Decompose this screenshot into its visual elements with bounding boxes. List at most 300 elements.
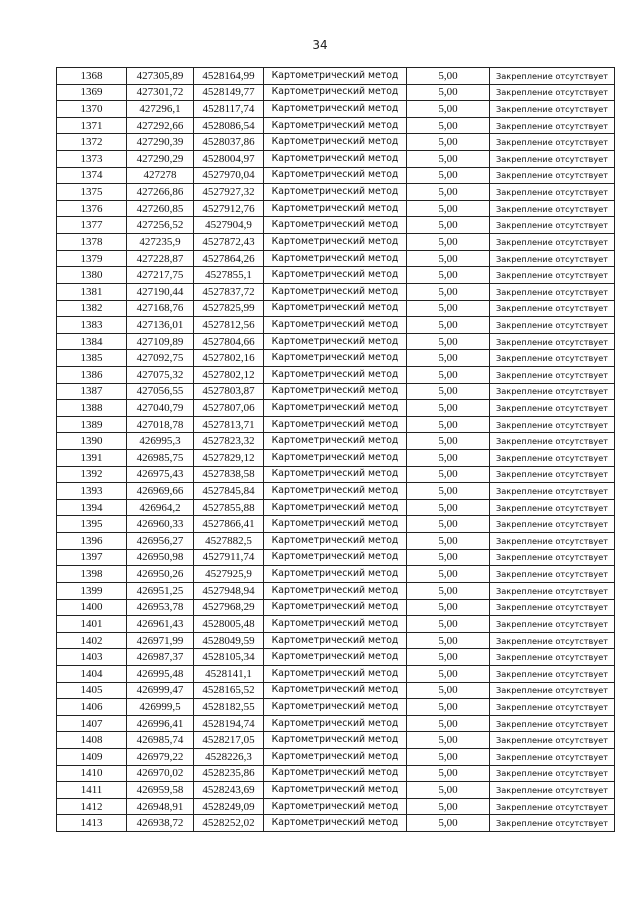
table-row <box>57 200 615 217</box>
y-coordinate-cell: 4527882,5 <box>194 533 264 550</box>
error-cell: 5,00 <box>407 599 490 616</box>
fixing-cell: Закрепление отсутствует <box>490 782 615 799</box>
x-coordinate-cell: 426985,74 <box>127 732 194 749</box>
table-row <box>57 466 615 483</box>
x-coordinate-cell: 427056,55 <box>127 383 194 400</box>
x-coordinate-cell: 427292,66 <box>127 117 194 134</box>
table-row <box>57 483 615 500</box>
y-coordinate-cell: 4527804,66 <box>194 333 264 350</box>
error-cell: 5,00 <box>407 283 490 300</box>
error-cell: 5,00 <box>407 200 490 217</box>
x-coordinate-cell: 426999,47 <box>127 682 194 699</box>
error-cell: 5,00 <box>407 748 490 765</box>
error-cell: 5,00 <box>407 300 490 317</box>
method-cell: Картометрический метод <box>264 699 407 716</box>
method-cell: Картометрический метод <box>264 68 407 85</box>
error-cell: 5,00 <box>407 466 490 483</box>
table-row <box>57 333 615 350</box>
x-coordinate-cell: 427228,87 <box>127 250 194 267</box>
x-coordinate-cell: 427040,79 <box>127 400 194 417</box>
y-coordinate-cell: 4527872,43 <box>194 234 264 251</box>
fixing-cell: Закрепление отсутствует <box>490 616 615 633</box>
x-coordinate-cell: 426975,43 <box>127 466 194 483</box>
y-coordinate-cell: 4528049,59 <box>194 632 264 649</box>
error-cell: 5,00 <box>407 117 490 134</box>
table-row <box>57 366 615 383</box>
fixing-cell: Закрепление отсутствует <box>490 366 615 383</box>
point-number-cell: 1400 <box>57 599 127 616</box>
y-coordinate-cell: 4527948,94 <box>194 582 264 599</box>
method-cell: Картометрический метод <box>264 416 407 433</box>
x-coordinate-cell: 426979,22 <box>127 748 194 765</box>
point-number-cell: 1391 <box>57 450 127 467</box>
error-cell: 5,00 <box>407 649 490 666</box>
y-coordinate-cell: 4527855,1 <box>194 267 264 284</box>
y-coordinate-cell: 4527812,56 <box>194 317 264 334</box>
point-number-cell: 1383 <box>57 317 127 334</box>
method-cell: Картометрический метод <box>264 300 407 317</box>
table-row <box>57 400 615 417</box>
fixing-cell: Закрепление отсутствует <box>490 151 615 168</box>
method-cell: Картометрический метод <box>264 84 407 101</box>
table-row <box>57 234 615 251</box>
method-cell: Картометрический метод <box>264 616 407 633</box>
x-coordinate-cell: 427092,75 <box>127 350 194 367</box>
y-coordinate-cell: 4527829,12 <box>194 450 264 467</box>
error-cell: 5,00 <box>407 84 490 101</box>
fixing-cell: Закрепление отсутствует <box>490 68 615 85</box>
method-cell: Картометрический метод <box>264 134 407 151</box>
table-row <box>57 549 615 566</box>
method-cell: Картометрический метод <box>264 200 407 217</box>
x-coordinate-cell: 427278 <box>127 167 194 184</box>
point-number-cell: 1389 <box>57 416 127 433</box>
error-cell: 5,00 <box>407 582 490 599</box>
y-coordinate-cell: 4527927,32 <box>194 184 264 201</box>
table-row <box>57 516 615 533</box>
error-cell: 5,00 <box>407 333 490 350</box>
point-number-cell: 1399 <box>57 582 127 599</box>
error-cell: 5,00 <box>407 665 490 682</box>
fixing-cell: Закрепление отсутствует <box>490 283 615 300</box>
point-number-cell: 1371 <box>57 117 127 134</box>
x-coordinate-cell: 426995,3 <box>127 433 194 450</box>
table-row <box>57 383 615 400</box>
point-number-cell: 1387 <box>57 383 127 400</box>
coordinates-table-body <box>57 68 615 832</box>
y-coordinate-cell: 4528235,86 <box>194 765 264 782</box>
y-coordinate-cell: 4528252,02 <box>194 815 264 832</box>
error-cell: 5,00 <box>407 267 490 284</box>
table-row <box>57 699 615 716</box>
table-row <box>57 582 615 599</box>
table-row <box>57 283 615 300</box>
page-number: 34 <box>312 38 328 52</box>
table-row <box>57 765 615 782</box>
y-coordinate-cell: 4528182,55 <box>194 699 264 716</box>
fixing-cell: Закрепление отсутствует <box>490 665 615 682</box>
method-cell: Картометрический метод <box>264 217 407 234</box>
error-cell: 5,00 <box>407 217 490 234</box>
point-number-cell: 1390 <box>57 433 127 450</box>
table-row <box>57 151 615 168</box>
error-cell: 5,00 <box>407 167 490 184</box>
y-coordinate-cell: 4528243,69 <box>194 782 264 799</box>
point-number-cell: 1377 <box>57 217 127 234</box>
table-row <box>57 117 615 134</box>
method-cell: Картометрический метод <box>264 748 407 765</box>
x-coordinate-cell: 426956,27 <box>127 533 194 550</box>
y-coordinate-cell: 4527866,41 <box>194 516 264 533</box>
table-row <box>57 616 615 633</box>
fixing-cell: Закрепление отсутствует <box>490 599 615 616</box>
x-coordinate-cell: 427075,32 <box>127 366 194 383</box>
x-coordinate-cell: 427190,44 <box>127 283 194 300</box>
x-coordinate-cell: 426995,48 <box>127 665 194 682</box>
x-coordinate-cell: 427305,89 <box>127 68 194 85</box>
y-coordinate-cell: 4528005,48 <box>194 616 264 633</box>
y-coordinate-cell: 4527807,06 <box>194 400 264 417</box>
x-coordinate-cell: 426999,5 <box>127 699 194 716</box>
table-row <box>57 250 615 267</box>
fixing-cell: Закрепление отсутствует <box>490 533 615 550</box>
y-coordinate-cell: 4527825,99 <box>194 300 264 317</box>
table-row <box>57 665 615 682</box>
error-cell: 5,00 <box>407 383 490 400</box>
error-cell: 5,00 <box>407 400 490 417</box>
table-row <box>57 184 615 201</box>
x-coordinate-cell: 426961,43 <box>127 616 194 633</box>
error-cell: 5,00 <box>407 134 490 151</box>
error-cell: 5,00 <box>407 151 490 168</box>
table-row <box>57 68 615 85</box>
fixing-cell: Закрепление отсутствует <box>490 300 615 317</box>
table-row <box>57 499 615 516</box>
y-coordinate-cell: 4527813,71 <box>194 416 264 433</box>
y-coordinate-cell: 4527864,26 <box>194 250 264 267</box>
x-coordinate-cell: 427018,78 <box>127 416 194 433</box>
method-cell: Картометрический метод <box>264 433 407 450</box>
point-number-cell: 1384 <box>57 333 127 350</box>
y-coordinate-cell: 4528117,74 <box>194 101 264 118</box>
error-cell: 5,00 <box>407 616 490 633</box>
y-coordinate-cell: 4527838,58 <box>194 466 264 483</box>
table-row <box>57 632 615 649</box>
fixing-cell: Закрепление отсутствует <box>490 200 615 217</box>
method-cell: Картометрический метод <box>264 450 407 467</box>
fixing-cell: Закрепление отсутствует <box>490 483 615 500</box>
method-cell: Картометрический метод <box>264 599 407 616</box>
point-number-cell: 1409 <box>57 748 127 765</box>
x-coordinate-cell: 426970,02 <box>127 765 194 782</box>
error-cell: 5,00 <box>407 566 490 583</box>
point-number-cell: 1396 <box>57 533 127 550</box>
method-cell: Картометрический метод <box>264 350 407 367</box>
point-number-cell: 1405 <box>57 682 127 699</box>
method-cell: Картометрический метод <box>264 117 407 134</box>
fixing-cell: Закрепление отсутствует <box>490 715 615 732</box>
y-coordinate-cell: 4528037,86 <box>194 134 264 151</box>
fixing-cell: Закрепление отсутствует <box>490 184 615 201</box>
y-coordinate-cell: 4527802,16 <box>194 350 264 367</box>
y-coordinate-cell: 4527968,29 <box>194 599 264 616</box>
point-number-cell: 1404 <box>57 665 127 682</box>
x-coordinate-cell: 426987,37 <box>127 649 194 666</box>
table-row <box>57 599 615 616</box>
error-cell: 5,00 <box>407 798 490 815</box>
x-coordinate-cell: 426948,91 <box>127 798 194 815</box>
fixing-cell: Закрепление отсутствует <box>490 699 615 716</box>
method-cell: Картометрический метод <box>264 483 407 500</box>
error-cell: 5,00 <box>407 516 490 533</box>
error-cell: 5,00 <box>407 499 490 516</box>
error-cell: 5,00 <box>407 549 490 566</box>
x-coordinate-cell: 426953,78 <box>127 599 194 616</box>
y-coordinate-cell: 4528249,09 <box>194 798 264 815</box>
y-coordinate-cell: 4528149,77 <box>194 84 264 101</box>
x-coordinate-cell: 427109,89 <box>127 333 194 350</box>
method-cell: Картометрический метод <box>264 366 407 383</box>
method-cell: Картометрический метод <box>264 333 407 350</box>
point-number-cell: 1397 <box>57 549 127 566</box>
fixing-cell: Закрепление отсутствует <box>490 632 615 649</box>
table-row <box>57 134 615 151</box>
y-coordinate-cell: 4528165,52 <box>194 682 264 699</box>
fixing-cell: Закрепление отсутствует <box>490 450 615 467</box>
point-number-cell: 1375 <box>57 184 127 201</box>
method-cell: Картометрический метод <box>264 184 407 201</box>
error-cell: 5,00 <box>407 765 490 782</box>
error-cell: 5,00 <box>407 732 490 749</box>
x-coordinate-cell: 427136,01 <box>127 317 194 334</box>
coordinates-table <box>56 67 615 832</box>
x-coordinate-cell: 427301,72 <box>127 84 194 101</box>
table-row <box>57 682 615 699</box>
x-coordinate-cell: 427260,85 <box>127 200 194 217</box>
method-cell: Картометрический метод <box>264 167 407 184</box>
error-cell: 5,00 <box>407 682 490 699</box>
y-coordinate-cell: 4527970,04 <box>194 167 264 184</box>
x-coordinate-cell: 426996,41 <box>127 715 194 732</box>
point-number-cell: 1370 <box>57 101 127 118</box>
y-coordinate-cell: 4527855,88 <box>194 499 264 516</box>
point-number-cell: 1373 <box>57 151 127 168</box>
method-cell: Картометрический метод <box>264 400 407 417</box>
table-row <box>57 566 615 583</box>
point-number-cell: 1402 <box>57 632 127 649</box>
table-row <box>57 649 615 666</box>
method-cell: Картометрический метод <box>264 549 407 566</box>
table-row <box>57 798 615 815</box>
method-cell: Картометрический метод <box>264 283 407 300</box>
error-cell: 5,00 <box>407 483 490 500</box>
method-cell: Картометрический метод <box>264 250 407 267</box>
point-number-cell: 1386 <box>57 366 127 383</box>
x-coordinate-cell: 426971,99 <box>127 632 194 649</box>
fixing-cell: Закрепление отсутствует <box>490 84 615 101</box>
method-cell: Картометрический метод <box>264 101 407 118</box>
point-number-cell: 1374 <box>57 167 127 184</box>
fixing-cell: Закрепление отсутствует <box>490 234 615 251</box>
point-number-cell: 1393 <box>57 483 127 500</box>
point-number-cell: 1413 <box>57 815 127 832</box>
x-coordinate-cell: 427296,1 <box>127 101 194 118</box>
error-cell: 5,00 <box>407 68 490 85</box>
x-coordinate-cell: 427168,76 <box>127 300 194 317</box>
fixing-cell: Закрепление отсутствует <box>490 350 615 367</box>
error-cell: 5,00 <box>407 101 490 118</box>
method-cell: Картометрический метод <box>264 582 407 599</box>
y-coordinate-cell: 4527904,9 <box>194 217 264 234</box>
table-row <box>57 267 615 284</box>
method-cell: Картометрический метод <box>264 317 407 334</box>
table-row <box>57 350 615 367</box>
point-number-cell: 1368 <box>57 68 127 85</box>
fixing-cell: Закрепление отсутствует <box>490 582 615 599</box>
y-coordinate-cell: 4528105,34 <box>194 649 264 666</box>
y-coordinate-cell: 4527802,12 <box>194 366 264 383</box>
x-coordinate-cell: 426964,2 <box>127 499 194 516</box>
table-row <box>57 101 615 118</box>
fixing-cell: Закрепление отсутствует <box>490 117 615 134</box>
point-number-cell: 1408 <box>57 732 127 749</box>
method-cell: Картометрический метод <box>264 151 407 168</box>
error-cell: 5,00 <box>407 184 490 201</box>
point-number-cell: 1385 <box>57 350 127 367</box>
point-number-cell: 1412 <box>57 798 127 815</box>
table-row <box>57 782 615 799</box>
method-cell: Картометрический метод <box>264 234 407 251</box>
point-number-cell: 1411 <box>57 782 127 799</box>
point-number-cell: 1392 <box>57 466 127 483</box>
fixing-cell: Закрепление отсутствует <box>490 732 615 749</box>
point-number-cell: 1380 <box>57 267 127 284</box>
y-coordinate-cell: 4528004,97 <box>194 151 264 168</box>
point-number-cell: 1378 <box>57 234 127 251</box>
error-cell: 5,00 <box>407 234 490 251</box>
table-row <box>57 732 615 749</box>
table-row <box>57 317 615 334</box>
method-cell: Картометрический метод <box>264 267 407 284</box>
y-coordinate-cell: 4527837,72 <box>194 283 264 300</box>
y-coordinate-cell: 4528164,99 <box>194 68 264 85</box>
y-coordinate-cell: 4527911,74 <box>194 549 264 566</box>
error-cell: 5,00 <box>407 317 490 334</box>
y-coordinate-cell: 4527845,84 <box>194 483 264 500</box>
table-row <box>57 84 615 101</box>
x-coordinate-cell: 426969,66 <box>127 483 194 500</box>
method-cell: Картометрический метод <box>264 466 407 483</box>
fixing-cell: Закрепление отсутствует <box>490 134 615 151</box>
error-cell: 5,00 <box>407 715 490 732</box>
y-coordinate-cell: 4528226,3 <box>194 748 264 765</box>
table-row <box>57 815 615 832</box>
point-number-cell: 1406 <box>57 699 127 716</box>
table-row <box>57 433 615 450</box>
method-cell: Картометрический метод <box>264 732 407 749</box>
method-cell: Картометрический метод <box>264 499 407 516</box>
x-coordinate-cell: 426959,58 <box>127 782 194 799</box>
error-cell: 5,00 <box>407 815 490 832</box>
point-number-cell: 1403 <box>57 649 127 666</box>
method-cell: Картометрический метод <box>264 566 407 583</box>
fixing-cell: Закрепление отсутствует <box>490 167 615 184</box>
table-row <box>57 533 615 550</box>
fixing-cell: Закрепление отсутствует <box>490 815 615 832</box>
y-coordinate-cell: 4527823,32 <box>194 433 264 450</box>
x-coordinate-cell: 427290,39 <box>127 134 194 151</box>
y-coordinate-cell: 4528217,05 <box>194 732 264 749</box>
fixing-cell: Закрепление отсутствует <box>490 101 615 118</box>
x-coordinate-cell: 427290,29 <box>127 151 194 168</box>
fixing-cell: Закрепление отсутствует <box>490 798 615 815</box>
method-cell: Картометрический метод <box>264 798 407 815</box>
y-coordinate-cell: 4528086,54 <box>194 117 264 134</box>
x-coordinate-cell: 426950,26 <box>127 566 194 583</box>
method-cell: Картометрический метод <box>264 516 407 533</box>
fixing-cell: Закрепление отсутствует <box>490 765 615 782</box>
method-cell: Картометрический метод <box>264 649 407 666</box>
fixing-cell: Закрепление отсутствует <box>490 217 615 234</box>
method-cell: Картометрический метод <box>264 782 407 799</box>
x-coordinate-cell: 427266,86 <box>127 184 194 201</box>
error-cell: 5,00 <box>407 366 490 383</box>
table-row <box>57 748 615 765</box>
fixing-cell: Закрепление отсутствует <box>490 566 615 583</box>
error-cell: 5,00 <box>407 699 490 716</box>
fixing-cell: Закрепление отсутствует <box>490 549 615 566</box>
point-number-cell: 1410 <box>57 765 127 782</box>
method-cell: Картометрический метод <box>264 815 407 832</box>
fixing-cell: Закрепление отсутствует <box>490 682 615 699</box>
fixing-cell: Закрепление отсутствует <box>490 267 615 284</box>
fixing-cell: Закрепление отсутствует <box>490 383 615 400</box>
point-number-cell: 1372 <box>57 134 127 151</box>
point-number-cell: 1407 <box>57 715 127 732</box>
point-number-cell: 1398 <box>57 566 127 583</box>
point-number-cell: 1394 <box>57 499 127 516</box>
y-coordinate-cell: 4527803,87 <box>194 383 264 400</box>
y-coordinate-cell: 4528194,74 <box>194 715 264 732</box>
fixing-cell: Закрепление отсутствует <box>490 416 615 433</box>
fixing-cell: Закрепление отсутствует <box>490 250 615 267</box>
error-cell: 5,00 <box>407 533 490 550</box>
point-number-cell: 1388 <box>57 400 127 417</box>
point-number-cell: 1376 <box>57 200 127 217</box>
y-coordinate-cell: 4528141,1 <box>194 665 264 682</box>
point-number-cell: 1369 <box>57 84 127 101</box>
method-cell: Картометрический метод <box>264 665 407 682</box>
table-row <box>57 167 615 184</box>
table-row <box>57 715 615 732</box>
x-coordinate-cell: 427235,9 <box>127 234 194 251</box>
x-coordinate-cell: 426985,75 <box>127 450 194 467</box>
fixing-cell: Закрепление отсутствует <box>490 400 615 417</box>
table-row <box>57 217 615 234</box>
fixing-cell: Закрепление отсутствует <box>490 317 615 334</box>
point-number-cell: 1379 <box>57 250 127 267</box>
method-cell: Картометрический метод <box>264 682 407 699</box>
x-coordinate-cell: 426960,33 <box>127 516 194 533</box>
error-cell: 5,00 <box>407 632 490 649</box>
table-row <box>57 300 615 317</box>
x-coordinate-cell: 426938,72 <box>127 815 194 832</box>
x-coordinate-cell: 427217,75 <box>127 267 194 284</box>
table-row <box>57 450 615 467</box>
method-cell: Картометрический метод <box>264 765 407 782</box>
method-cell: Картометрический метод <box>264 632 407 649</box>
fixing-cell: Закрепление отсутствует <box>490 333 615 350</box>
